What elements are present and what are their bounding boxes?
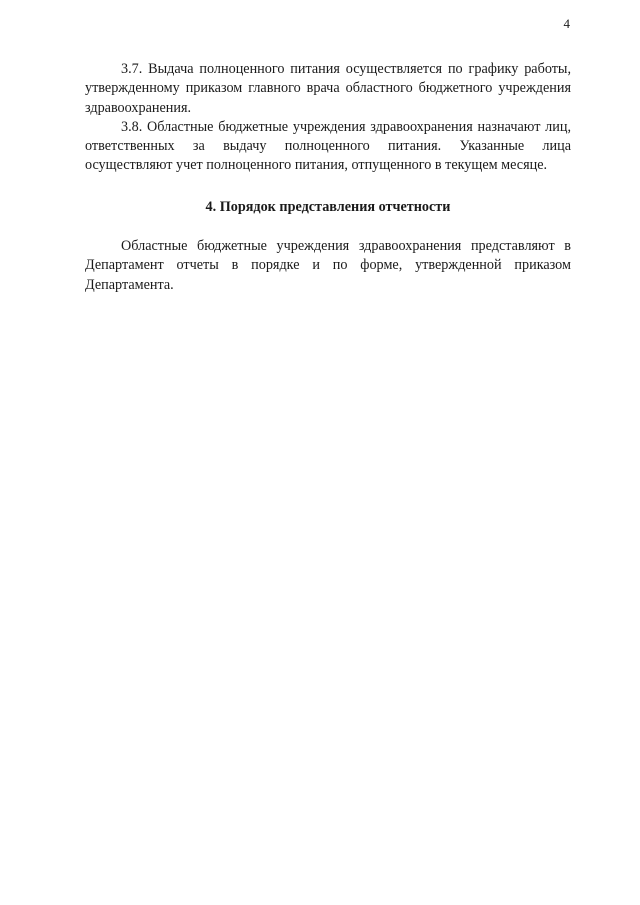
document-body (85, 60, 571, 295)
paragraph-section-4: Областные бюджетные учреждения здравоохранения представляют в Департамент отчеты в порядке и по форме, утвержденной приказом Департамента. (85, 238, 571, 293)
paragraph-3-8: 3.8. Областные бюджетные учреждения здравоохранения назначают лиц, ответственных за выдачу полноценного питания. Указанные лица осуществляют учет полноценного питания, отпущенного в текущем месяце. (85, 118, 571, 174)
paragraph-3-7: 3.7. Выдача полноценного питания осуществляется по графику работы, утвержденному приказом главного врача областного бюджетного учреждения здравоохранения. (85, 61, 571, 116)
page-number: 4 (563, 16, 570, 31)
section-heading: 4. Порядок представления отчетности (205, 198, 451, 215)
